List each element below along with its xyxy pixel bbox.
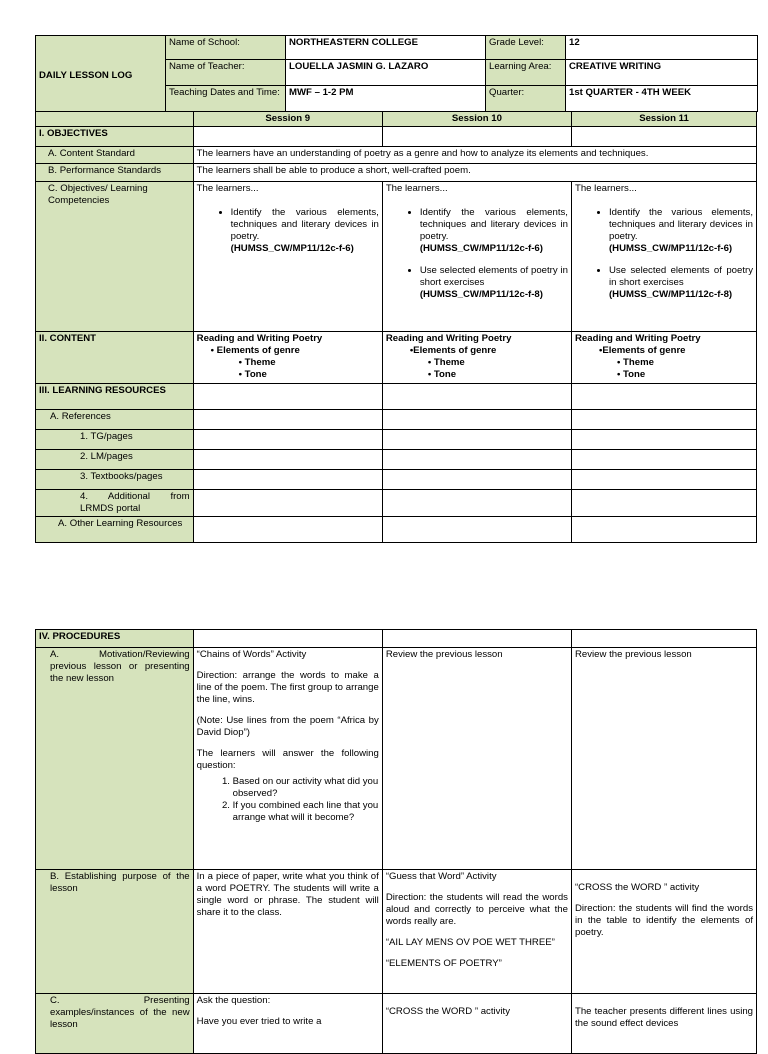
content-topic: Reading and Writing Poetry: [385, 333, 512, 344]
procedure-a-label: A. Motivation/Reviewing previous lesson or presenting the new lesson: [36, 648, 194, 870]
objective-1: Identify the various elements, techniques and literary devices in poetry.: [419, 207, 568, 242]
other-resources-label: A. Other Learning Resources: [36, 517, 194, 543]
content-item-theme: Theme: [244, 357, 276, 368]
procedures-title: IV. PROCEDURES: [36, 630, 194, 648]
procedure-b-label: B. Establishing purpose of the lesson: [36, 870, 194, 994]
session-9-content: Reading and Writing Poetry • Elements of genre • Theme • Tone: [193, 332, 382, 384]
procedure-c-session-11: The teacher presents different lines using the sound effect devices: [571, 994, 756, 1054]
objective-1-code: (HUMSS_CW/MP11/12c-f-6): [608, 243, 733, 254]
content-sub: Elements of genre: [413, 345, 497, 356]
school-value: NORTHEASTERN COLLEGE: [286, 36, 486, 60]
content-topic: Reading and Writing Poetry: [196, 333, 323, 344]
cross-direction: Direction: the students will find the words in the table to identify the elements of poetry.: [574, 903, 753, 938]
teacher-value: LOUELLA JASMIN G. LAZARO: [286, 60, 486, 86]
ask-question-text: Have you ever tried to write a: [196, 1016, 322, 1027]
objective-1: Identify the various elements, techniques and literary devices in poetry.: [608, 207, 753, 242]
tg-pages-label: 1. TG/pages: [36, 430, 194, 450]
guess-word-1: “AIL LAY MENS OV POE WET THREE”: [385, 937, 555, 948]
content-item-theme: Theme: [623, 357, 654, 368]
quarter-value: [566, 86, 758, 112]
content-sub: Elements of genre: [602, 345, 686, 356]
lesson-log-table: [35, 35, 758, 112]
activity-direction: Direction: arrange the words to make a line of the poem. The first group to arrange the line, wins.: [196, 670, 379, 705]
session-10-objectives: [382, 182, 571, 332]
school-label: Name of School:: [166, 36, 286, 60]
lm-pages-label: 2. LM/pages: [36, 450, 194, 470]
area-label: Learning Area:: [486, 60, 566, 86]
activity-title: “Chains of Words” Activity: [196, 649, 307, 660]
cross-title: “CROSS the WORD ” activity: [574, 882, 700, 893]
content-item-tone: Tone: [433, 369, 457, 380]
teacher-label: Name of Teacher:: [166, 60, 286, 86]
content-sub: Elements of genre: [216, 345, 300, 356]
objective-2-code: (HUMSS_CW/MP11/12c-f-8): [419, 289, 543, 300]
references-label: A. References: [36, 410, 194, 430]
learners-text: The learners...: [574, 183, 637, 194]
dates-label: Teaching Dates and Time:: [166, 86, 286, 112]
session-9-objectives: [193, 182, 382, 332]
objective-1-code: (HUMSS_CW/MP11/12c-f-6): [230, 243, 354, 254]
procedure-c-session-10: “CROSS the WORD ” activity: [382, 994, 571, 1054]
grade-label: Grade Level:: [486, 36, 566, 60]
guess-title: “Guess that Word” Activity: [385, 871, 497, 882]
textbooks-label: 3. Textbooks/pages: [36, 470, 194, 490]
guess-direction: Direction: the students will read the words aloud and correctly to perceive what the words really are.: [385, 892, 568, 927]
procedure-a-session-11: Review the previous lesson: [571, 648, 756, 870]
session-11-content: Reading and Writing Poetry •Elements of genre • Theme • Tone: [571, 332, 756, 384]
objective-2: Use selected elements of poetry in short exercises: [419, 265, 568, 288]
learners-text: The learners...: [196, 183, 259, 194]
sessions-table: [35, 111, 757, 543]
learners-text: The learners...: [385, 183, 448, 194]
quarter-text: 1st QUARTER - 4TH WEEK: [569, 87, 692, 98]
performance-label: B. Performance Standards: [36, 164, 194, 182]
session-11-header: Session 11: [571, 112, 756, 127]
session-10-content: Reading and Writing Poetry •Elements of genre • Theme • Tone: [382, 332, 571, 384]
procedure-c-label: C. Presenting examples/instances of the new lesson: [36, 994, 194, 1054]
procedure-a-session-9: [193, 648, 382, 870]
content-item-tone: Tone: [623, 369, 646, 380]
guess-word-2: “ELEMENTS OF POETRY”: [385, 958, 502, 969]
question-1: 1. Based on our activity what did you observed?: [233, 776, 379, 800]
procedure-b-session-9: In a piece of paper, write what you think of a word POETRY. The students will write a single word or phrase. The student will share it to the class.: [193, 870, 382, 994]
content-item-tone: Tone: [244, 369, 267, 380]
objective-2: Use selected elements of poetry in short exercises: [608, 265, 753, 288]
content-title: II. CONTENT: [36, 332, 194, 384]
activity-note: (Note: Use lines from the poem “Africa by David Diop”): [196, 715, 379, 738]
quarter-label: Quarter:: [486, 86, 566, 112]
activity-answer: The learners will answer the following question:: [196, 748, 379, 771]
area-value: CREATIVE WRITING: [566, 60, 758, 86]
dates-value: MWF – 1-2 PM: [286, 86, 486, 112]
grade-value: 12: [566, 36, 758, 60]
content-item-theme: Theme: [433, 357, 465, 368]
resources-title: III. LEARNING RESOURCES: [36, 384, 194, 410]
competencies-label: C. Objectives/ Learning Competencies: [36, 182, 194, 332]
objective-2-code: (HUMSS_CW/MP11/12c-f-8): [608, 289, 733, 300]
performance-text: The learners shall be able to produce a short, well-crafted poem.: [193, 164, 756, 182]
procedure-a-session-10: Review the previous lesson: [382, 648, 571, 870]
session-11-objectives: [571, 182, 756, 332]
content-standard-text: The learners have an understanding of poetry as a genre and how to analyze its elements and techniques.: [193, 147, 756, 164]
session-9-header: Session 9: [193, 112, 382, 127]
ask-question: Ask the question:: [196, 995, 271, 1006]
procedure-b-session-10: [382, 870, 571, 994]
log-title: DAILY LESSON LOG: [36, 36, 166, 112]
question-2: 2. If you combined each line that you arrange what will it become?: [233, 800, 379, 824]
objectives-title: I. OBJECTIVES: [36, 127, 194, 147]
procedure-b-session-11: [571, 870, 756, 994]
additional-label: 4. Additional from LRMDS portal: [36, 490, 194, 517]
objective-1-code: (HUMSS_CW/MP11/12c-f-6): [419, 243, 543, 254]
procedures-table: [35, 629, 757, 1054]
content-topic: Reading and Writing Poetry: [574, 333, 701, 344]
objective-1: Identify the various elements, techniques and literary devices in poetry.: [230, 207, 379, 242]
session-10-header: Session 10: [382, 112, 571, 127]
content-standard-label: A. Content Standard: [36, 147, 194, 164]
